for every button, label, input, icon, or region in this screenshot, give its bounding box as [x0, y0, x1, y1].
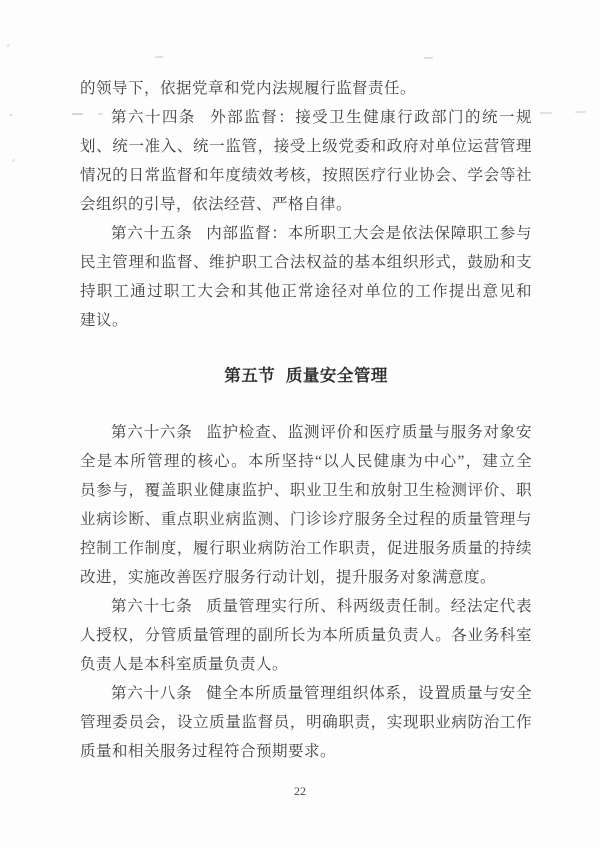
text-line: 的领导下，依据党章和党内法规履行监督责任。	[80, 80, 417, 97]
text-line: 划、统一准入、统一监管，接受上级党委和政府对单位运营管理	[80, 138, 532, 155]
text-line: 负责人是本科室质量负责人。	[80, 656, 289, 673]
paragraph	[80, 418, 532, 592]
scan-artifact	[155, 56, 163, 58]
page-number: 22	[294, 784, 306, 798]
text-line: 民主管理和监督、维护职工合法权益的基本组织形式，鼓励和支	[80, 254, 532, 271]
text-line: 改进，实施改善医疗服务行动计划，提升服务对象满意度。	[80, 569, 497, 586]
text-line: 员参与，覆盖职业健康监护、职业卫生和放射卫生检测评价、职	[80, 482, 532, 499]
scan-artifact	[424, 57, 433, 59]
section-heading: 第五节 质量安全管理	[224, 366, 388, 385]
text-line: 质量和相关服务过程符合预期要求。	[80, 743, 337, 760]
paragraph	[80, 103, 532, 219]
text-line: 建议。	[80, 312, 129, 329]
scan-artifact	[9, 114, 13, 116]
paragraph	[80, 74, 532, 103]
text-line: 人授权，分管质量管理的副所长为本所质量负责人。各业务科室	[80, 627, 532, 644]
scan-artifact	[540, 112, 552, 114]
text-line: 情况的日常监督和年度绩效考核，按照医疗行业协会、学会等社	[80, 167, 532, 184]
text-line: 第六十四条 外部监督：接受卫生健康行政部门的统一规	[111, 109, 532, 126]
text-line: 第六十六条 监护检查、监测评价和医疗质量与服务对象安	[111, 424, 532, 441]
scan-artifact	[7, 44, 10, 47]
text-line: 会组织的引导，依法经营、严格自律。	[80, 196, 353, 213]
text-line: 第六十八条 健全本所质量管理组织体系，设置质量与安全	[111, 685, 532, 702]
text-line: 第六十五条 内部监督：本所职工大会是依法保障职工参与	[111, 225, 532, 242]
document-body	[80, 74, 532, 766]
text-line: 控制工作制度，履行职业病防治工作职责，促进服务质量的持续	[80, 540, 532, 557]
scan-artifact	[12, 159, 15, 162]
paragraph	[80, 592, 532, 679]
paragraph	[80, 219, 532, 335]
text-line: 业病诊断、重点职业病监测、门诊诊疗服务全过程的质量管理与	[80, 511, 532, 528]
text-line: 全是本所管理的核心。本所坚持“以人民健康为中心”，建立全	[80, 453, 532, 470]
scan-artifact	[575, 111, 586, 113]
text-line: 管理委员会，设立质量监督员，明确职责，实现职业病防治工作	[80, 714, 532, 731]
text-line: 第六十七条 质量管理实行所、科两级责任制。经法定代表	[111, 598, 532, 615]
text-line: 持职工通过职工大会和其他正常途径对单位的工作提出意见和	[80, 283, 532, 300]
paragraph	[80, 679, 532, 766]
